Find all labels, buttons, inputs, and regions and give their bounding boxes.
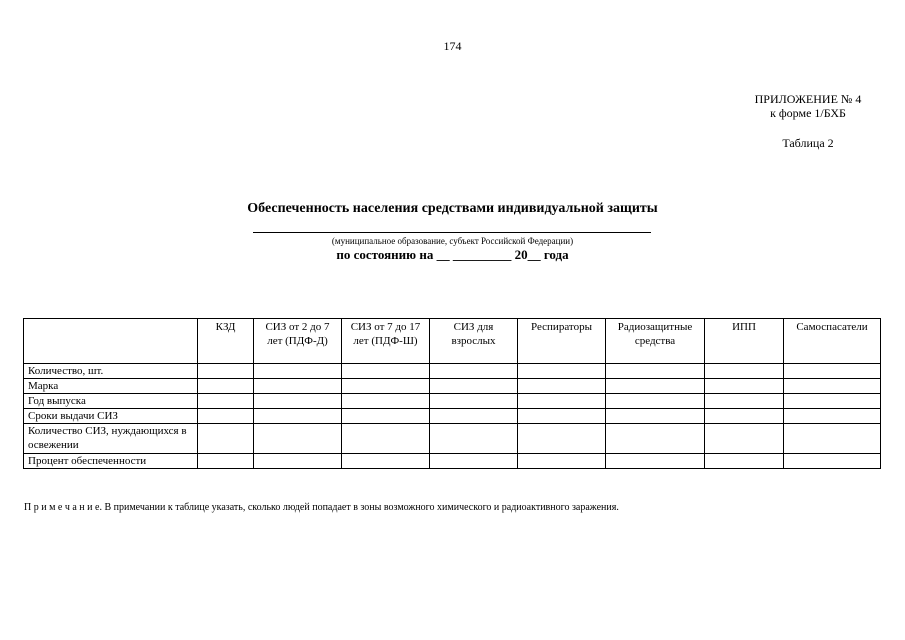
table-cell bbox=[784, 424, 881, 454]
table-cell bbox=[784, 454, 881, 469]
table-cell bbox=[518, 424, 606, 454]
table-cell bbox=[430, 364, 518, 379]
header-cell: ИПП bbox=[705, 319, 784, 364]
table-cell bbox=[430, 454, 518, 469]
table-cell bbox=[518, 364, 606, 379]
table-cell bbox=[705, 409, 784, 424]
table-cell bbox=[784, 394, 881, 409]
table-cell bbox=[784, 409, 881, 424]
table-cell bbox=[705, 424, 784, 454]
appendix-block bbox=[743, 92, 873, 150]
row-label: Процент обеспеченности bbox=[24, 454, 198, 469]
table-row bbox=[24, 364, 881, 379]
table-cell bbox=[342, 394, 430, 409]
table-cell bbox=[606, 364, 705, 379]
document-heading: Обеспеченность населения средствами индивидуальной защиты bbox=[247, 201, 658, 216]
table-row bbox=[24, 394, 881, 409]
table-cell bbox=[784, 379, 881, 394]
table-cell bbox=[342, 409, 430, 424]
table-cell bbox=[198, 364, 254, 379]
table-cell bbox=[342, 379, 430, 394]
header-cell: СИЗ для взрослых bbox=[430, 319, 518, 364]
table-cell bbox=[705, 394, 784, 409]
table-cell bbox=[518, 394, 606, 409]
header-cell: Самоспасатели bbox=[784, 319, 881, 364]
table-cell bbox=[705, 454, 784, 469]
table-cell bbox=[342, 364, 430, 379]
header-cell: СИЗ от 7 до 17 лет (ПДФ-Ш) bbox=[342, 319, 430, 364]
table-cell bbox=[254, 454, 342, 469]
row-label: Год выпуска bbox=[24, 394, 198, 409]
table-cell bbox=[430, 409, 518, 424]
table-row bbox=[24, 409, 881, 424]
ppe-table bbox=[23, 318, 881, 469]
table-cell bbox=[342, 424, 430, 454]
subject-blank-line bbox=[253, 223, 651, 233]
table-cell bbox=[254, 409, 342, 424]
table-cell bbox=[254, 379, 342, 394]
subject-caption: (муниципальное образование, субъект Российской Федерации) bbox=[331, 236, 574, 246]
page-number: 174 bbox=[443, 39, 462, 53]
footnote bbox=[24, 502, 619, 513]
date-line: по состоянию на __ _________ 20__ года bbox=[336, 247, 569, 262]
footnote-label: П р и м е ч а н и е. bbox=[24, 502, 102, 513]
appendix-title: ПРИЛОЖЕНИЕ № 4 bbox=[754, 92, 862, 106]
row-label: Марка bbox=[24, 379, 198, 394]
table-cell bbox=[198, 409, 254, 424]
header-cell: СИЗ от 2 до 7 лет (ПДФ-Д) bbox=[254, 319, 342, 364]
table-cell bbox=[705, 364, 784, 379]
table-cell bbox=[198, 454, 254, 469]
table-cell bbox=[784, 364, 881, 379]
appendix-form-ref: к форме 1/БХБ bbox=[770, 106, 846, 120]
table-label: Таблица 2 bbox=[782, 136, 834, 150]
table-cell bbox=[254, 364, 342, 379]
header-cell: Радиозащитные средства bbox=[606, 319, 705, 364]
table-header-row bbox=[24, 319, 881, 364]
header-cell: КЗД bbox=[198, 319, 254, 364]
table-cell bbox=[606, 379, 705, 394]
table-cell bbox=[198, 394, 254, 409]
row-label: Количество СИЗ, нуждающихся в освежении bbox=[24, 424, 198, 454]
table-cell bbox=[518, 379, 606, 394]
table-cell bbox=[430, 424, 518, 454]
table-cell bbox=[606, 394, 705, 409]
table-cell bbox=[606, 424, 705, 454]
table-cell bbox=[254, 394, 342, 409]
table-cell bbox=[198, 379, 254, 394]
table-cell bbox=[430, 379, 518, 394]
table-cell bbox=[430, 394, 518, 409]
table-cell bbox=[518, 409, 606, 424]
table-cell bbox=[518, 454, 606, 469]
table-row bbox=[24, 424, 881, 454]
table-cell bbox=[606, 454, 705, 469]
table-cell bbox=[606, 409, 705, 424]
header-cell bbox=[24, 319, 198, 364]
table-row bbox=[24, 379, 881, 394]
footnote-text: В примечании к таблице указать, сколько людей попадает в зоны возможного химического и радиоактивного заражения. bbox=[104, 502, 619, 513]
table-cell bbox=[198, 424, 254, 454]
table-row bbox=[24, 454, 881, 469]
table-cell bbox=[705, 379, 784, 394]
row-label: Количество, шт. bbox=[24, 364, 198, 379]
header-cell: Респираторы bbox=[518, 319, 606, 364]
table-cell bbox=[342, 454, 430, 469]
table-cell bbox=[254, 424, 342, 454]
row-label: Сроки выдачи СИЗ bbox=[24, 409, 198, 424]
